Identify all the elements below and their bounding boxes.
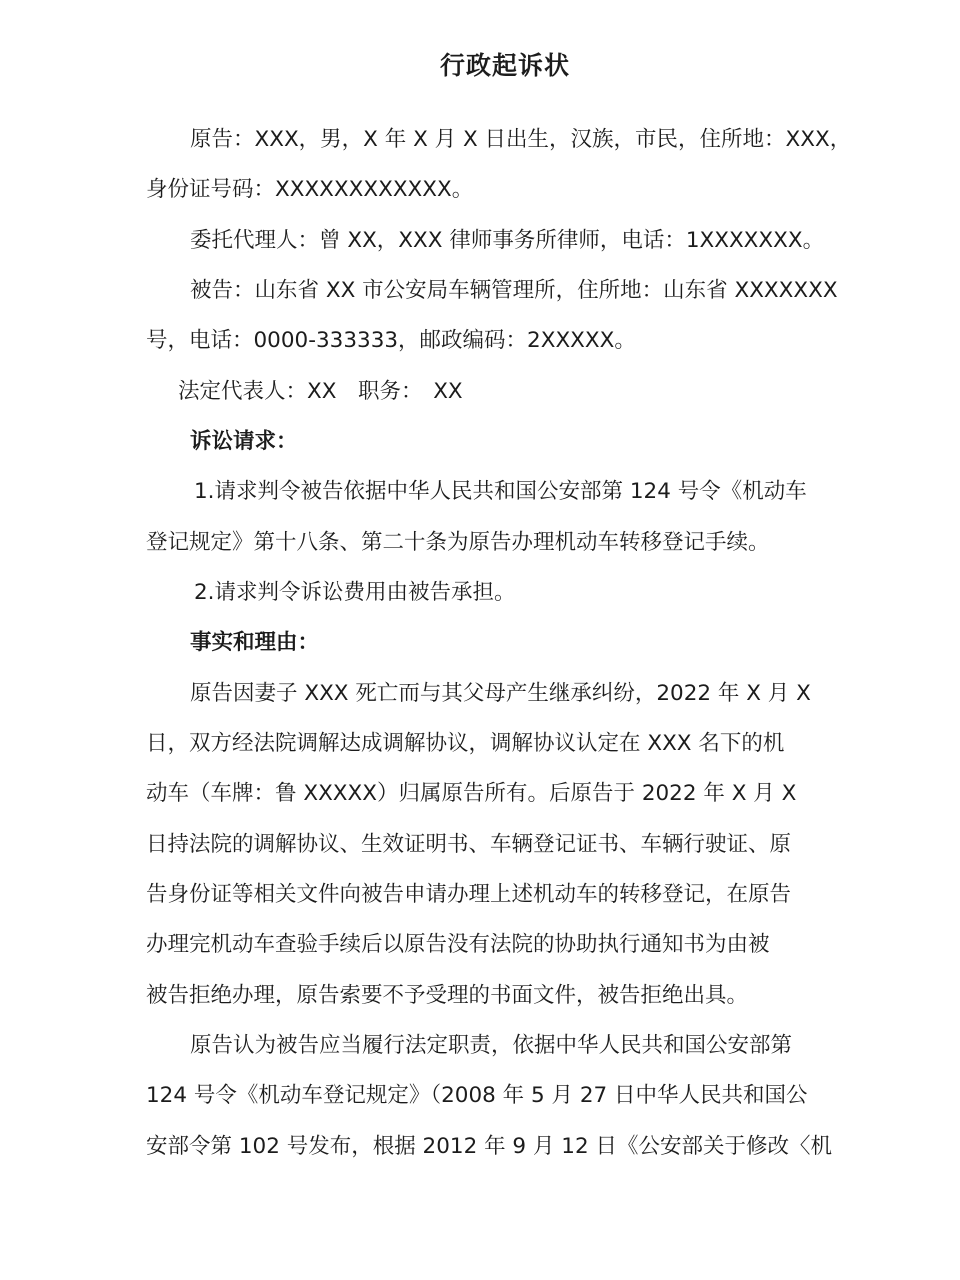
facts-line-3: 动车（车牌：鲁 XXXXX）归属原告所有。后原告于 2022 年 X 月 X <box>146 781 797 806</box>
claim-1-line-1: 1.请求判令被告依据中华人民共和国公安部第 124 号令《机动车 <box>194 479 807 504</box>
reason-line-1: 原告认为被告应当履行法定职责，依据中华人民共和国公安部第 <box>190 1033 793 1058</box>
reason-line-2: 124 号令《机动车登记规定》（2008 年 5 月 27 日中华人民共和国公 <box>146 1083 808 1108</box>
facts-heading: 事实和理由： <box>190 630 320 655</box>
reason-line-3: 安部令第 102 号发布，根据 2012 年 9 月 12 日《公安部关于修改〈机 <box>146 1134 832 1159</box>
facts-line-6: 办理完机动车查验手续后以原告没有法院的协助执行通知书为由被 <box>146 932 770 957</box>
plaintiff-line: 原告：XXX，男，X 年 X 月 X 日出生，汉族，市民，住所地：XXX， <box>190 127 852 152</box>
agent-line: 委托代理人：曾 XX，XXX 律师事务所律师，电话：1XXXXXXX。 <box>190 228 825 253</box>
plaintiff-id-line: 身份证号码：XXXXXXXXXXXX。 <box>146 177 474 202</box>
defendant-line: 被告：山东省 XX 市公安局车辆管理所，住所地：山东省 XXXXXXX <box>190 278 838 303</box>
facts-line-7: 被告拒绝办理，原告索要不予受理的书面文件，被告拒绝出具。 <box>146 983 749 1008</box>
document-title: 行政起诉状 <box>439 51 570 80</box>
facts-line-4: 日持法院的调解协议、生效证明书、车辆登记证书、车辆行驶证、原 <box>146 832 792 857</box>
facts-line-1: 原告因妻子 XXX 死亡而与其父母产生继承纠纷，2022 年 X 月 X <box>190 681 811 706</box>
claims-heading: 诉讼请求： <box>190 429 298 454</box>
facts-line-5: 告身份证等相关文件向被告申请办理上述机动车的转移登记，在原告 <box>146 882 792 907</box>
defendant-contact-line: 号，电话：0000-333333，邮政编码：2XXXXX。 <box>146 328 636 353</box>
legal-representative-line: 法定代表人：XX 职务： XX <box>178 379 463 404</box>
facts-line-2: 日，双方经法院调解达成调解协议，调解协议认定在 XXX 名下的机 <box>146 731 785 756</box>
claim-2-line: 2.请求判令诉讼费用由被告承担。 <box>194 580 516 605</box>
claim-1-line-2: 登记规定》第十八条、第二十条为原告办理机动车转移登记手续。 <box>146 530 770 555</box>
